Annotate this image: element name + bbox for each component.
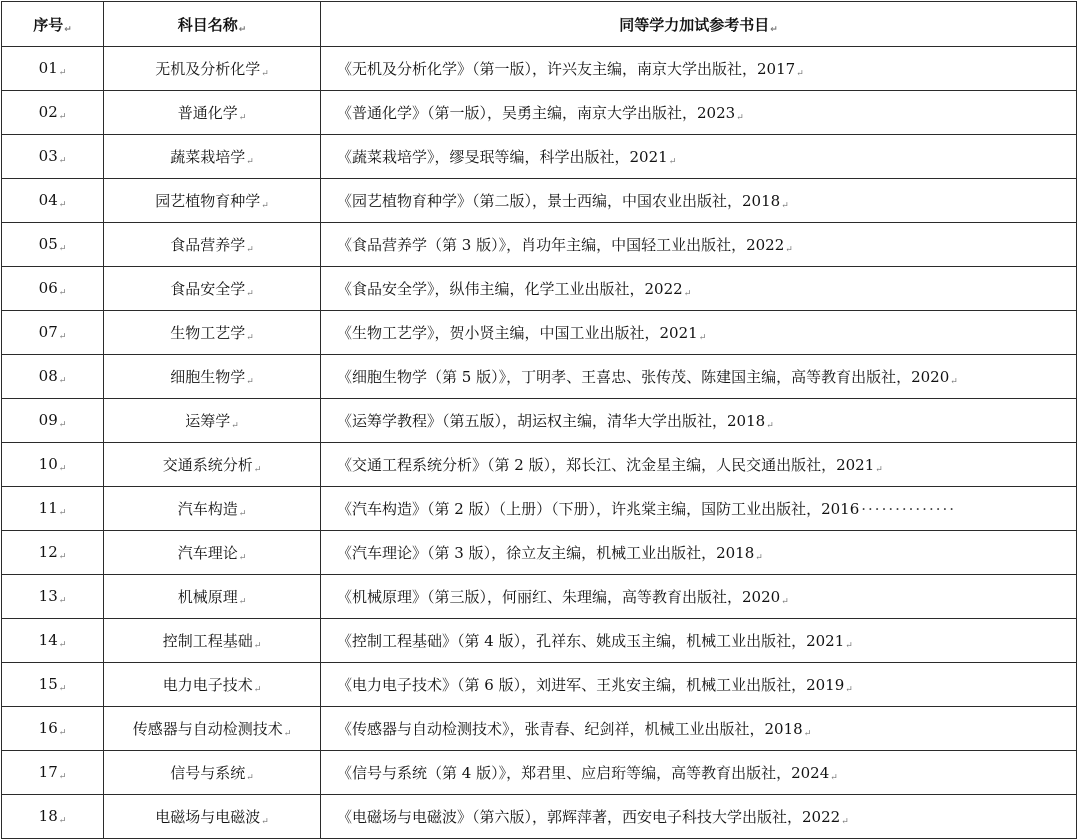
paragraph-mark-icon: ↵ (238, 24, 247, 35)
row-number: 14 (38, 631, 58, 649)
paragraph-mark-icon: ↵ (58, 420, 67, 430)
table-row (2, 267, 1077, 311)
row-number: 11 (38, 499, 58, 517)
reference-book: 《电力电子技术》（第 6 版），刘进军、王兆安主编，机械工业出版社，2019 (337, 676, 845, 694)
table-row (2, 795, 1077, 839)
paragraph-mark-icon: ↵ (246, 289, 254, 299)
reference-book: 《汽车理论》（第 3 版），徐立友主编，机械工业出版社，2018 (337, 544, 755, 562)
subject-name-cell (104, 399, 321, 443)
reference-book: 《电磁场与电磁波》（第六版），郭辉萍著，西安电子科技大学出版社，2022 (337, 808, 841, 826)
paragraph-mark-icon: ↵ (830, 773, 838, 783)
header-books-label: 同等学力加试参考书目 (619, 15, 770, 34)
row-number: 17 (38, 763, 58, 781)
paragraph-mark-icon: ↵ (770, 24, 778, 35)
table-row (2, 399, 1077, 443)
reference-book-cell (321, 135, 1077, 179)
reference-book-cell (321, 399, 1077, 443)
paragraph-mark-icon: ↵ (253, 685, 262, 695)
row-number-cell (2, 399, 104, 443)
row-number-cell (2, 663, 104, 707)
paragraph-mark-icon: ↵ (58, 288, 67, 298)
paragraph-mark-icon: ↵ (755, 553, 763, 563)
row-number-cell (2, 751, 104, 795)
paragraph-mark-icon: ↵ (683, 289, 692, 299)
reference-book: 《食品营养学（第 3 版）》，肖功年主编，中国轻工业出版社，2022 (337, 236, 785, 254)
row-number-cell (2, 531, 104, 575)
table-row (2, 443, 1077, 487)
subject-name-cell (104, 135, 321, 179)
table-row (2, 47, 1077, 91)
paragraph-mark-icon: ↵ (58, 112, 67, 122)
paragraph-mark-icon: ↵ (58, 728, 67, 738)
table-row (2, 751, 1077, 795)
paragraph-mark-icon: ↵ (238, 509, 247, 519)
reference-book-cell (321, 91, 1077, 135)
reference-book: 《细胞生物学（第 5 版）》，丁明孝、王喜忠、张传茂、陈建国主编，高等教育出版社，2020 (337, 368, 950, 386)
subject-name-cell (104, 751, 321, 795)
paragraph-mark-icon: ↵ (58, 200, 67, 210)
paragraph-mark-icon: ↵ (261, 201, 269, 211)
table-row (2, 311, 1077, 355)
reference-book-cell (321, 751, 1077, 795)
subject-name-cell (104, 619, 321, 663)
row-number-cell (2, 47, 104, 91)
reference-book-cell (321, 443, 1077, 487)
reference-book: 《食品安全学》，纵伟主编，化学工业出版社，2022 (337, 280, 683, 298)
reference-book: 《蔬菜栽培学》，缪旻珉等编，科学出版社，2021 (337, 148, 668, 166)
paragraph-mark-icon: ↵ (246, 773, 254, 783)
row-number-cell (2, 223, 104, 267)
reference-book-cell (321, 311, 1077, 355)
reference-book: 《传感器与自动检测技术》，张青春、纪剑祥，机械工业出版社，2018 (337, 720, 803, 738)
row-number: 16 (38, 719, 58, 737)
paragraph-mark-icon: ↵ (785, 245, 793, 255)
paragraph-mark-icon: ↵ (238, 597, 247, 607)
table-row (2, 355, 1077, 399)
reference-book: 《无机及分析化学》（第一版），许兴友主编，南京大学出版社，2017 (337, 60, 796, 78)
subject-name: 无机及分析化学 (155, 60, 261, 78)
row-number-cell (2, 795, 104, 839)
row-number: 02 (38, 103, 58, 121)
table-row (2, 575, 1077, 619)
reference-book-cell (321, 707, 1077, 751)
subject-name: 细胞生物学 (170, 368, 246, 386)
paragraph-mark-icon: ↵ (64, 24, 72, 35)
paragraph-mark-icon: ↵ (803, 729, 812, 739)
paragraph-mark-icon: ↵ (283, 729, 292, 739)
paragraph-mark-icon: ↵ (261, 817, 269, 827)
paragraph-mark-icon: ↵ (58, 596, 67, 606)
reference-book: 《普通化学》（第一版），吴勇主编，南京大学出版社，2023 (337, 104, 736, 122)
header-books (321, 2, 1077, 47)
subject-name: 机械原理 (177, 588, 238, 606)
subject-name-cell (104, 311, 321, 355)
subject-name-cell (104, 91, 321, 135)
paragraph-mark-icon: ↵ (231, 421, 239, 431)
reference-book: 《控制工程基础》（第 4 版），孔祥东、姚成玉主编，机械工业出版社，2021 (337, 632, 845, 650)
paragraph-mark-icon: ↵ (58, 816, 67, 826)
reference-book-cell (321, 795, 1077, 839)
reference-book: 《运筹学教程》（第五版），胡运权主编，清华大学出版社，2018 (337, 412, 766, 430)
reference-book-cell (321, 223, 1077, 267)
subject-name-cell (104, 531, 321, 575)
subject-name-cell (104, 47, 321, 91)
paragraph-mark-icon: ↵ (766, 421, 774, 431)
paragraph-mark-icon: ↵ (736, 113, 744, 123)
header-no (2, 2, 104, 47)
row-number: 13 (38, 587, 58, 605)
row-number-cell (2, 707, 104, 751)
reference-book-cell (321, 179, 1077, 223)
subject-name-cell (104, 443, 321, 487)
paragraph-mark-icon: ↵ (58, 68, 67, 78)
row-number: 09 (38, 411, 58, 429)
paragraph-mark-icon: ↵ (58, 376, 67, 386)
paragraph-mark-icon: ↵ (841, 817, 849, 827)
table-row (2, 135, 1077, 179)
row-number-cell (2, 267, 104, 311)
reference-book-cell (321, 619, 1077, 663)
row-number: 04 (38, 191, 58, 209)
paragraph-mark-icon: ↵ (781, 597, 789, 607)
table-row (2, 707, 1077, 751)
paragraph-mark-icon: ↵ (246, 377, 254, 387)
row-number: 15 (38, 675, 58, 693)
paragraph-mark-icon: ↵ (698, 333, 707, 343)
paragraph-mark-icon: ↵ (58, 772, 67, 782)
table-row (2, 619, 1077, 663)
reference-book: 《信号与系统（第 4 版）》，郑君里、应启珩等编，高等教育出版社，2024 (337, 764, 830, 782)
subject-name: 生物工艺学 (170, 324, 246, 342)
paragraph-mark-icon: ↵ (845, 641, 853, 651)
row-number: 08 (38, 367, 58, 385)
paragraph-mark-icon: ↵ (950, 377, 958, 387)
reference-book-cell (321, 47, 1077, 91)
paragraph-mark-icon: ↵ (246, 157, 254, 167)
subject-name: 控制工程基础 (162, 632, 253, 650)
paragraph-mark-icon: ↵ (58, 332, 67, 342)
reference-book-cell (321, 355, 1077, 399)
paragraph-mark-icon: ↵ (58, 552, 67, 562)
subject-name: 运筹学 (185, 412, 231, 430)
subject-name-cell (104, 179, 321, 223)
reference-book-cell (321, 575, 1077, 619)
subject-name: 交通系统分析 (162, 456, 253, 474)
table-row (2, 223, 1077, 267)
reference-book: 《机械原理》（第三版），何丽红、朱理编，高等教育出版社，2020 (337, 588, 781, 606)
row-number: 01 (38, 59, 58, 77)
paragraph-mark-icon: ↵ (58, 640, 67, 650)
paragraph-mark-icon: ↵ (253, 641, 262, 651)
dotted-leader: ·············· (861, 500, 957, 518)
row-number: 12 (38, 543, 58, 561)
reference-book: 《交通工程系统分析》（第 2 版），郑长江、沈金星主编，人民交通出版社，2021 (337, 456, 875, 474)
paragraph-mark-icon: ↵ (845, 685, 853, 695)
subject-name: 园艺植物育种学 (155, 192, 261, 210)
paragraph-mark-icon: ↵ (58, 684, 67, 694)
header-subject-label: 科目名称 (177, 15, 238, 34)
row-number-cell (2, 575, 104, 619)
row-number-cell (2, 355, 104, 399)
reference-book: 《生物工艺学》，贺小贤主编，中国工业出版社，2021 (337, 324, 698, 342)
subject-name: 汽车构造 (177, 500, 238, 518)
subject-name-cell (104, 487, 321, 531)
row-number-cell (2, 179, 104, 223)
subject-name: 电力电子技术 (162, 676, 253, 694)
reference-book: 《汽车构造》（第 2 版）（上册）（下册），许兆棠主编，国防工业出版社，2016 (337, 500, 860, 518)
subject-name: 汽车理论 (177, 544, 238, 562)
reference-book-cell (321, 663, 1077, 707)
reference-books-table (1, 1, 1077, 839)
subject-name-cell (104, 663, 321, 707)
row-number-cell (2, 135, 104, 179)
paragraph-mark-icon: ↵ (58, 156, 67, 166)
row-number-cell (2, 443, 104, 487)
paragraph-mark-icon: ↵ (796, 69, 804, 79)
row-number: 10 (38, 455, 58, 473)
subject-name: 信号与系统 (170, 764, 246, 782)
subject-name-cell (104, 795, 321, 839)
subject-name: 食品营养学 (170, 236, 246, 254)
paragraph-mark-icon: ↵ (781, 201, 789, 211)
header-no-label: 序号 (33, 15, 64, 34)
subject-name-cell (104, 707, 321, 751)
table-row (2, 487, 1077, 531)
paragraph-mark-icon: ↵ (246, 245, 254, 255)
paragraph-mark-icon: ↵ (58, 244, 67, 254)
header-subject (104, 2, 321, 47)
subject-name: 食品安全学 (170, 280, 246, 298)
row-number: 05 (38, 235, 58, 253)
row-number-cell (2, 487, 104, 531)
reference-book-cell (321, 267, 1077, 311)
row-number: 07 (38, 323, 58, 341)
subject-name: 蔬菜栽培学 (170, 148, 246, 166)
paragraph-mark-icon: ↵ (58, 508, 67, 518)
paragraph-mark-icon: ↵ (668, 157, 677, 167)
reference-book: 《园艺植物育种学》（第二版），景士西编，中国农业出版社，2018 (337, 192, 781, 210)
header-row (2, 2, 1077, 47)
subject-name: 普通化学 (177, 104, 238, 122)
row-number-cell (2, 311, 104, 355)
subject-name-cell (104, 223, 321, 267)
paragraph-mark-icon: ↵ (875, 465, 883, 475)
row-number-cell (2, 619, 104, 663)
table-row (2, 179, 1077, 223)
subject-name: 传感器与自动检测技术 (132, 720, 283, 738)
paragraph-mark-icon: ↵ (238, 553, 247, 563)
table-row (2, 531, 1077, 575)
subject-name-cell (104, 575, 321, 619)
table-body (2, 47, 1077, 839)
reference-book-cell (321, 531, 1077, 575)
paragraph-mark-icon: ↵ (238, 113, 247, 123)
row-number: 06 (38, 279, 58, 297)
subject-name: 电磁场与电磁波 (155, 808, 261, 826)
table-row (2, 663, 1077, 707)
row-number-cell (2, 91, 104, 135)
row-number: 03 (38, 147, 58, 165)
paragraph-mark-icon: ↵ (261, 69, 269, 79)
paragraph-mark-icon: ↵ (246, 333, 254, 343)
reference-book-cell (321, 487, 1077, 531)
row-number: 18 (38, 807, 58, 825)
table-row (2, 91, 1077, 135)
paragraph-mark-icon: ↵ (253, 465, 262, 475)
subject-name-cell (104, 267, 321, 311)
subject-name-cell (104, 355, 321, 399)
paragraph-mark-icon: ↵ (58, 464, 67, 474)
